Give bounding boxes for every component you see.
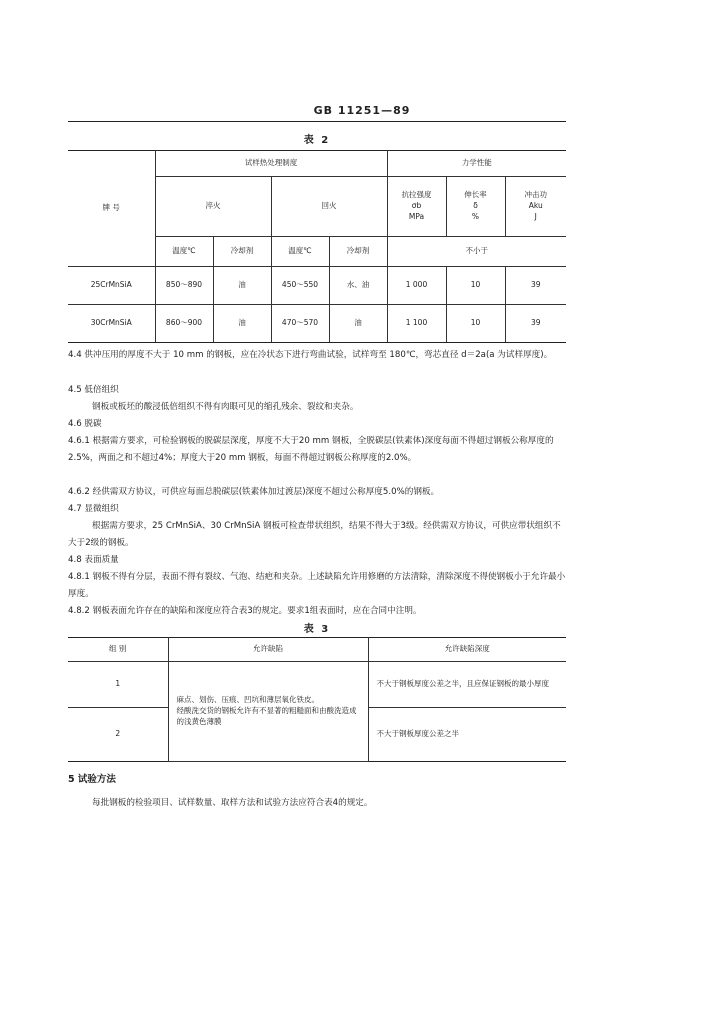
th-impact-unit: J xyxy=(534,211,537,221)
cell-elongation: 10 xyxy=(446,305,505,343)
section-5-heading: 5 试验方法 xyxy=(68,774,116,785)
th-elongation xyxy=(446,177,505,237)
th-quench: 淬火 xyxy=(155,177,271,237)
th-elongation-unit: % xyxy=(471,211,480,221)
header-rule xyxy=(68,121,566,122)
clause-4-8-1: 4.8.1 钢板不得有分层，表面不得有裂纹、气泡、结疤和夹杂。上述缺陷允许用修磨的方法清除，清除深度不得使钢板小于允许最小厚度。 xyxy=(68,572,566,599)
cell-depth: 不大于钢板厚度公差之半 xyxy=(368,708,566,762)
cell-elongation: 10 xyxy=(446,267,505,305)
clause-4-6-heading: 4.6 脱碳 xyxy=(68,419,102,429)
cell-tensile: 1 000 xyxy=(387,267,446,305)
cell-temper-temp: 450～550 xyxy=(271,267,329,305)
clause-4-8-2: 4.8.2 钢板表面允许存在的缺陷和深度应符合表3的规定。要求1组表面时，应在合同中注明。 xyxy=(68,606,422,616)
th-group: 组 别 xyxy=(68,638,168,662)
th-tensile-unit: MPa xyxy=(408,211,425,221)
cell-quench-coolant: 油 xyxy=(213,305,271,343)
th-temper-coolant: 冷却剂 xyxy=(329,237,387,267)
th-impact xyxy=(505,177,566,237)
th-quench-coolant: 冷却剂 xyxy=(213,237,271,267)
th-tensile-symbol: σb xyxy=(411,201,422,211)
table2-caption: 表 2 xyxy=(303,135,331,146)
th-allowed-defects: 允许缺陷 xyxy=(168,638,368,662)
clause-4-8-heading: 4.8 表面质量 xyxy=(68,555,119,565)
clause-4-6-2: 4.6.2 经供需双方协议，可供应每面总脱碳层(铁素体加过渡层)深度不超过公称厚度5.0%的钢板。 xyxy=(68,487,440,497)
table-row xyxy=(68,267,566,305)
th-quench-temp: 温度℃ xyxy=(155,237,213,267)
section-5-text: 每批钢板的检验项目、试样数量、取样方法和试验方法应符合表4的规定。 xyxy=(92,798,373,808)
cell-grade: 30CrMnSiA xyxy=(68,305,155,343)
th-elongation-symbol: δ xyxy=(473,201,478,211)
th-heat-treatment: 试样热处理制度 xyxy=(155,151,387,177)
th-elongation-label: 伸长率 xyxy=(464,190,487,200)
clause-4-6-1: 4.6.1 根据需方要求，可检验钢板的脱碳层深度，厚度不大于20 mm 钢板，全脱碳层(铁素体)深度每面不得超过钢板公称厚度的2.5%，两面之和不超过4%；厚度大于20 mm 钢板，每面不得超过钢板公称厚度的2.0%。 xyxy=(68,436,554,463)
cell-group: 1 xyxy=(68,662,168,708)
cell-quench-temp: 850～890 xyxy=(155,267,213,305)
table-row xyxy=(68,662,566,708)
th-min: 不小于 xyxy=(387,237,566,267)
th-tensile-label: 抗拉强度 xyxy=(401,190,432,200)
table2 xyxy=(68,150,566,343)
cell-temper-coolant: 油 xyxy=(329,305,387,343)
clause-4-7-text: 根据需方要求，25 CrMnSiA、30 CrMnSiA 钢板可检查带状组织，结果不得大于3级。经供需双方协议，可供应带状组织不大于2级的钢板。 xyxy=(68,521,561,548)
cell-quench-coolant: 油 xyxy=(213,267,271,305)
cell-depth: 不大于钢板厚度公差之半，且应保证钢板的最小厚度 xyxy=(368,662,566,708)
cell-temper-coolant: 水、油 xyxy=(329,267,387,305)
th-mechanical: 力学性能 xyxy=(387,151,566,177)
th-grade: 牌 号 xyxy=(68,151,155,267)
cell-group: 2 xyxy=(68,708,168,762)
th-defect-depth: 允许缺陷深度 xyxy=(368,638,566,662)
table-row xyxy=(68,305,566,343)
th-impact-label: 冲击功 xyxy=(524,190,547,200)
page-header: GB 11251—89 xyxy=(313,104,411,117)
cell-temper-temp: 470～570 xyxy=(271,305,329,343)
clause-4-5-heading: 4.5 低倍组织 xyxy=(68,385,119,395)
cell-defects xyxy=(168,662,368,762)
cell-quench-temp: 860～900 xyxy=(155,305,213,343)
clause-4-7-heading: 4.7 显微组织 xyxy=(68,504,119,514)
cell-impact: 39 xyxy=(505,305,566,343)
cell-grade: 25CrMnSiA xyxy=(68,267,155,305)
th-temper-temp: 温度℃ xyxy=(271,237,329,267)
table3 xyxy=(68,637,566,762)
defect-line-1: 麻点、划伤、压痕、凹坑和薄层氧化铁皮。 xyxy=(176,695,319,705)
th-temper: 回火 xyxy=(271,177,387,237)
cell-impact: 39 xyxy=(505,267,566,305)
cell-tensile: 1 100 xyxy=(387,305,446,343)
clause-4-4: 4.4 供冲压用的厚度不大于 10 mm 的钢板，应在冷状态下进行弯曲试验，试样弯至 180℃，弯芯直径 d＝2a(a 为试样厚度)。 xyxy=(68,350,553,360)
clause-4-5-text: 钢板或板坯的酸浸低倍组织不得有肉眼可见的缩孔残余、裂纹和夹杂。 xyxy=(92,402,359,412)
defect-line-2: 经酸洗交货的钢板允许有不显著的粗糙面和由酸洗造成的浅黄色薄膜 xyxy=(176,706,357,726)
th-tensile xyxy=(387,177,446,237)
table3-caption: 表 3 xyxy=(303,624,331,635)
th-impact-symbol: Aku xyxy=(528,201,543,211)
